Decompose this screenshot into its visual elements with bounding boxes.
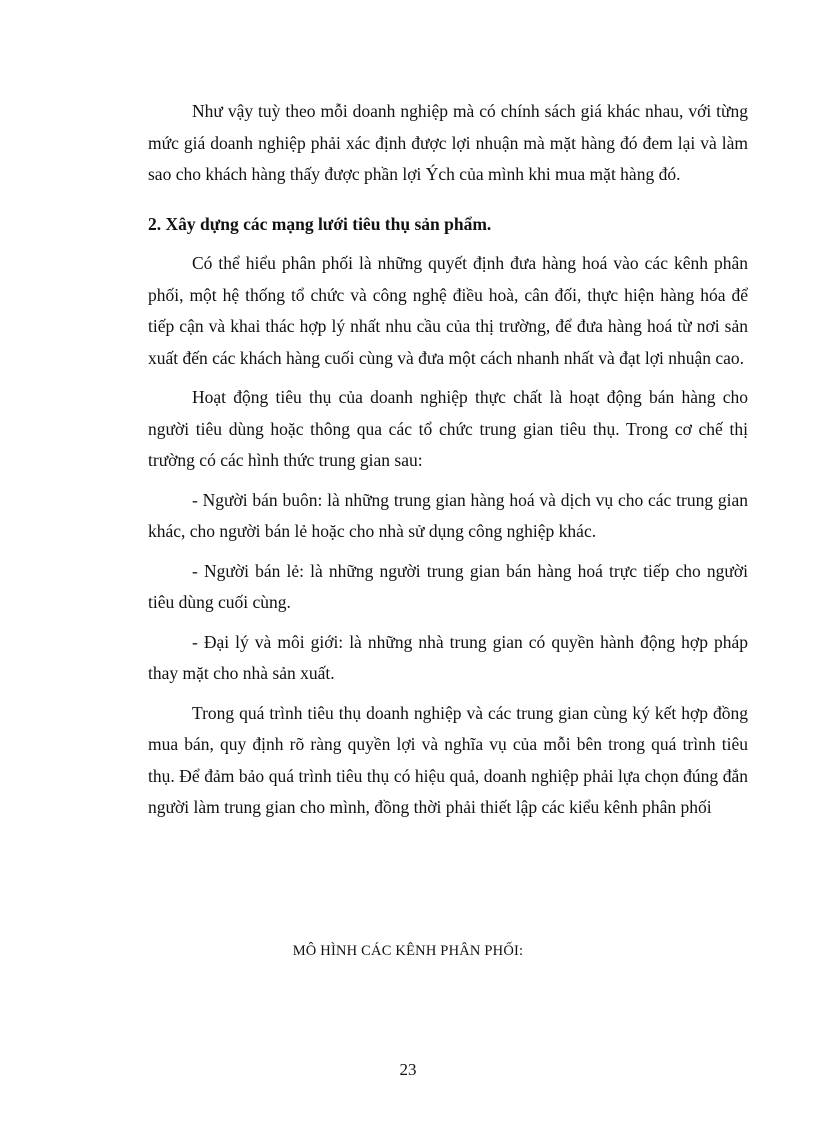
paragraph-wholesaler: - Người bán buôn: là những trung gian hàng hoá và dịch vụ cho các trung gian khác, cho người bán lẻ hoặc cho nhà sử dụng công nghiệp khác.: [148, 489, 748, 541]
paragraph-agent-broker: - Đại lý và môi giới: là những nhà trung gian có quyền hành động hợp pháp thay mặt cho nhà sản xuất.: [148, 631, 748, 683]
section-heading: 2. Xây dựng các mạng lưới tiêu thụ sản phẩm.: [148, 213, 492, 234]
paragraph-distribution-definition: Có thể hiểu phân phối là những quyết định đưa hàng hoá vào các kênh phân phối, một hệ thống tổ chức và công nghệ điều hoà, cân đối, thực hiện hàng hóa để tiếp cận và khai thác hợp lý nhất nhu cầu của thị trường, để đưa hàng hoá từ nơi sản xuất đến các khách hàng cuối cùng và đưa một cách nhanh nhất và đạt lợi nhuận cao.: [148, 253, 748, 368]
paragraph-pricing-policy: Như vậy tuỳ theo mỗi doanh nghiệp mà có chính sách giá khác nhau, với từng mức giá doanh nghiệp phải xác định được lợi nhuận mà mặt hàng đó đem lại và làm sao cho khách hàng thấy được phần lợi Ých của mình khi mua mặt hàng đó.: [148, 101, 748, 184]
paragraph-sales-activity: Hoạt động tiêu thụ của doanh nghiệp thực chất là hoạt động bán hàng cho người tiêu dùng hoặc thông qua các tổ chức trung gian tiêu thụ. Trong cơ chế thị trường có các hình thức trung gian sau:: [148, 387, 748, 470]
page-number: 23: [399, 1060, 417, 1079]
paragraph-retailer: - Người bán lẻ: là những người trung gian bán hàng hoá trực tiếp cho người tiêu dùng cuối cùng.: [148, 560, 748, 612]
diagram-title: MÔ HÌNH CÁC KÊNH PHÂN PHỐI:: [292, 943, 524, 959]
document-body: [148, 96, 748, 824]
paragraph-intermediary-contract: Trong quá trình tiêu thụ doanh nghiệp và các trung gian cùng ký kết hợp đồng mua bán, quy định rõ ràng quyền lợi và nghĩa vụ của mỗi bên trong quá trình tiêu thụ. Để đảm bảo quá trình tiêu thụ có hiệu quả, doanh nghiệp phải lựa chọn đúng đắn người làm trung gian cho mình, đồng thời phải thiết lập các kiểu kênh phân phối: [148, 702, 748, 817]
